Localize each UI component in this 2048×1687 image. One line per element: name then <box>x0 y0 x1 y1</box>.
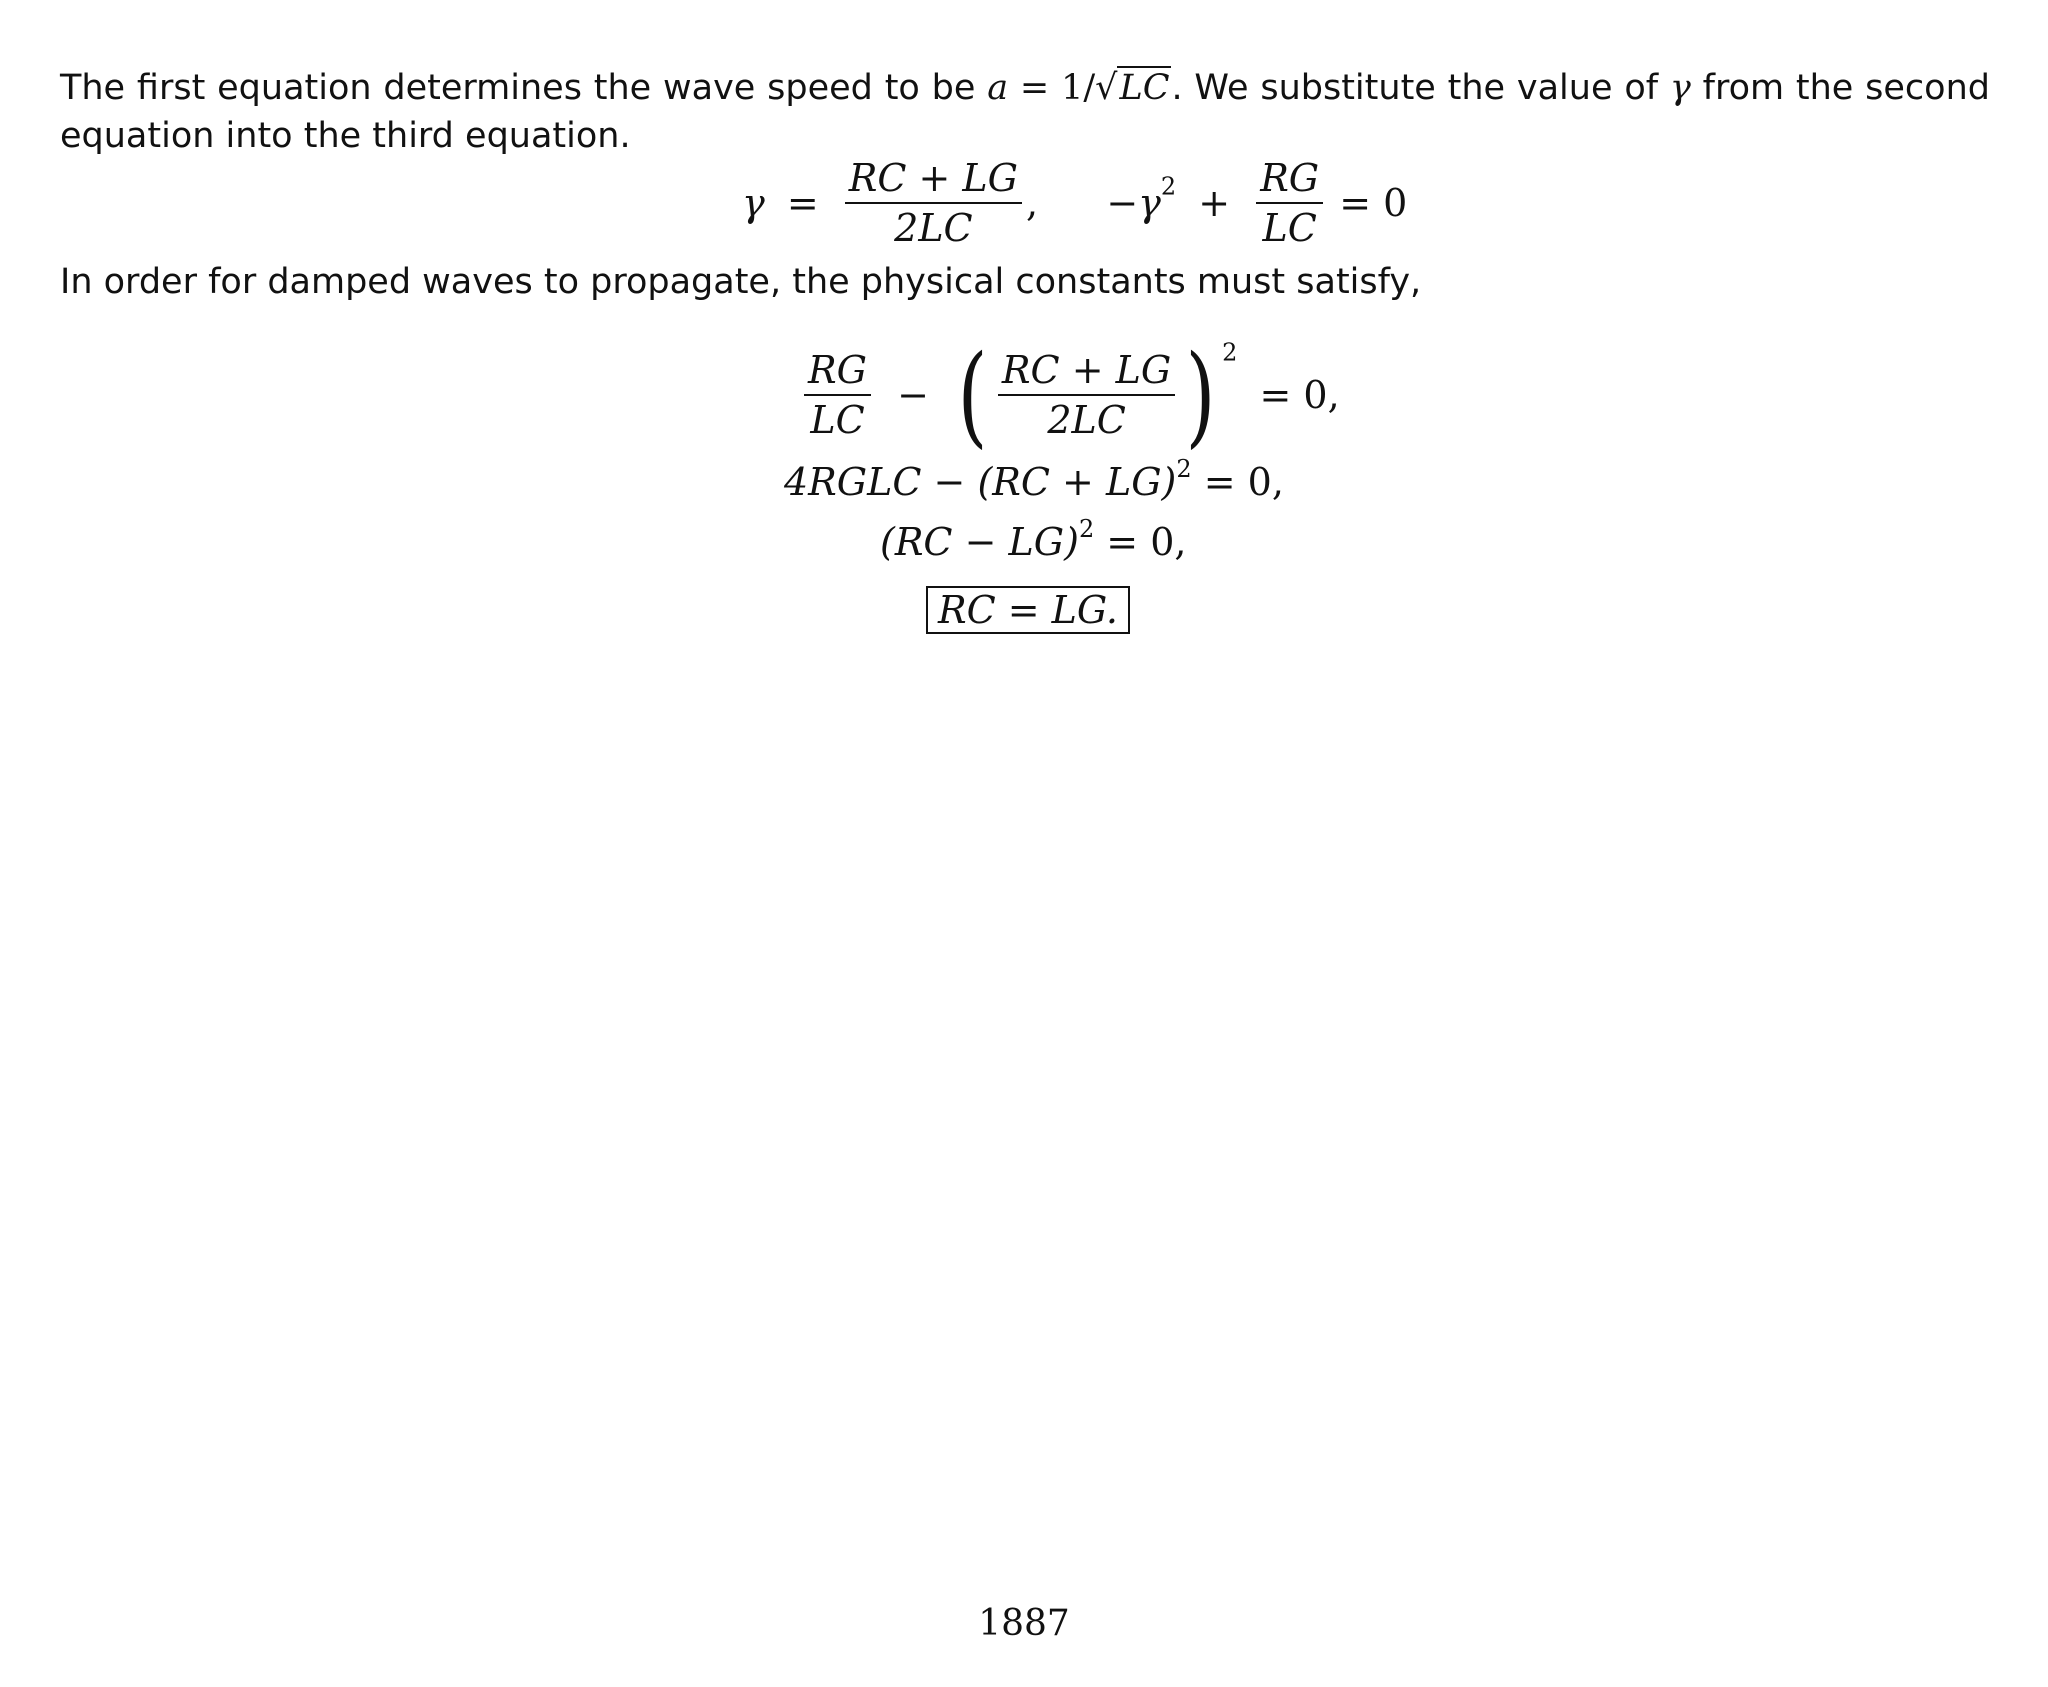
fraction-rc-lg-over-2lc <box>998 346 1175 444</box>
sqrt-expression: √LC <box>1095 68 1170 108</box>
plus-sign: + <box>1198 181 1231 225</box>
exponent-two: 2 <box>1176 455 1192 483</box>
fraction-denominator: 2LC <box>1047 398 1126 442</box>
equals-zero: = 0 <box>1339 181 1408 225</box>
text-run: The first equation determines the wave speed to be <box>60 68 988 108</box>
fraction-rg-over-lc <box>804 346 871 444</box>
var-gamma: γ <box>1669 68 1691 108</box>
fraction-denominator: LC <box>810 398 865 442</box>
page-number: 1887 <box>978 1603 1070 1644</box>
equals-sign: = <box>786 181 819 225</box>
derivation-line-1 <box>800 331 1340 459</box>
fraction-numerator: RG <box>808 348 867 392</box>
equals-sign: = <box>1008 68 1062 108</box>
text-run: from the second equation into the third equation. <box>60 68 1990 156</box>
fraction-numerator: RC + LG <box>848 156 1019 200</box>
gamma-lhs: γ <box>742 181 765 225</box>
fraction-numerator: RC + LG <box>1001 348 1172 392</box>
equals-zero: = 0, <box>1259 373 1340 417</box>
exponent-two: 2 <box>1160 172 1177 201</box>
var-a: a <box>987 68 1009 108</box>
equals-zero: = 0, <box>1094 520 1187 564</box>
fraction-numerator: RG <box>1260 156 1320 200</box>
neg-gamma: −γ <box>1106 181 1161 225</box>
exponent-two: 2 <box>1078 515 1095 543</box>
left-paren: ( <box>957 331 988 459</box>
fraction-rg-over-lc <box>1256 154 1323 252</box>
derivation-line-4 <box>926 586 1130 634</box>
equation-gamma <box>742 154 1407 252</box>
fraction-denominator: 2LC <box>894 206 973 250</box>
right-paren: ) <box>1185 331 1216 459</box>
text-run: . We substitute the value of <box>1171 68 1670 108</box>
intro-paragraph <box>60 64 1990 160</box>
fraction-denominator: LC <box>1262 206 1317 250</box>
derivation-line-2 <box>784 455 1284 504</box>
sqrt-radicand: LC <box>1119 68 1170 108</box>
expression-lhs: 4RGLC − (RC + LG) <box>784 460 1177 504</box>
condition-paragraph: In order for damped waves to propagate, the physical constants must satisfy, <box>60 262 1422 302</box>
derivation-line-3 <box>880 515 1187 564</box>
exponent-two: 2 <box>1222 338 1238 367</box>
minus-sign: − <box>897 373 929 417</box>
boxed-result: RC = LG. <box>926 586 1130 634</box>
one-over: 1/ <box>1061 68 1096 108</box>
comma: , <box>1026 181 1039 225</box>
equals-zero: = 0, <box>1191 460 1284 504</box>
expression-lhs: (RC − LG) <box>880 520 1079 564</box>
fraction-rc-lg-over-2lc <box>845 154 1022 252</box>
